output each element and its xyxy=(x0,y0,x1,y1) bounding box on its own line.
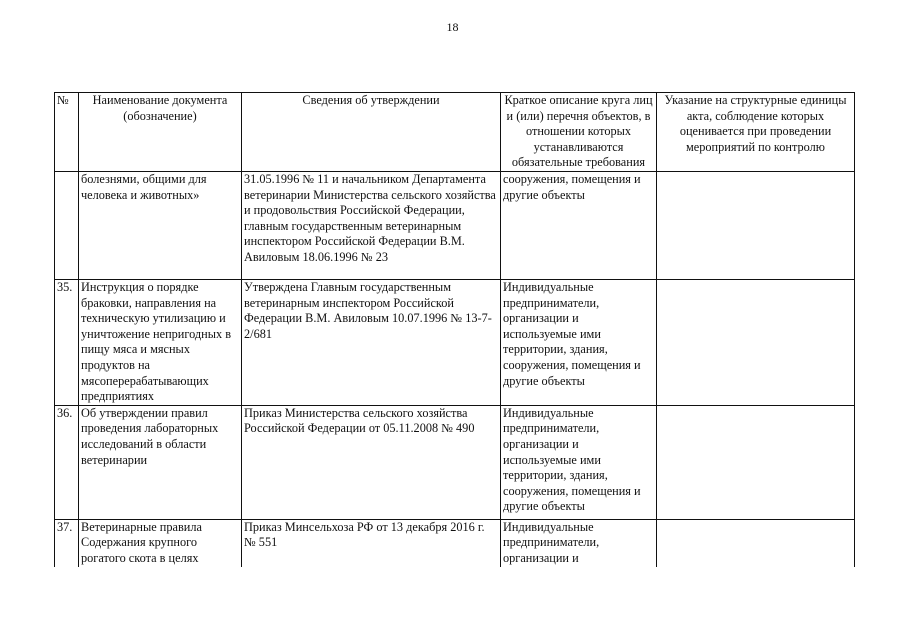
header-number: № xyxy=(55,93,79,172)
subjects-cell: Индивидуальные предприниматели, организации и используемые ими территории, здания, сооружения, помещения и другие объекты xyxy=(501,405,657,519)
row-number: 36. xyxy=(55,405,79,519)
table-header-row xyxy=(55,93,855,172)
structural-units-cell xyxy=(657,405,855,519)
table-row xyxy=(55,279,855,405)
approval-cell: Приказ Министерства сельского хозяйства Российской Федерации от 05.11.2008 № 490 xyxy=(242,405,501,519)
document-name-cell: Инструкция о порядке браковки, направления на техническую утилизацию и уничтожение непригодных в пищу мяса и мясных продуктов на мясоперерабатывающих предприятиях xyxy=(79,279,242,405)
subjects-cell: Индивидуальные предприниматели, организации и xyxy=(501,519,657,566)
document-name-cell: Об утверждении правил проведения лабораторных исследований в области ветеринарии xyxy=(79,405,242,519)
header-structural-units: Указание на структурные единицы акта, соблюдение которых оценивается при проведении мероприятий по контролю xyxy=(657,93,855,172)
table-row xyxy=(55,171,855,279)
page-number: 18 xyxy=(446,20,459,34)
structural-units-cell xyxy=(657,279,855,405)
row-number: 37. xyxy=(55,519,79,566)
approval-cell: Утверждена Главным государственным ветеринарным инспектором Российской Федерации В.М. Авиловым 10.07.1996 № 13-7-2/681 xyxy=(242,279,501,405)
approval-cell: Приказ Минсельхоза РФ от 13 декабря 2016 г. № 551 xyxy=(242,519,501,566)
row-number xyxy=(55,171,79,279)
header-subjects: Краткое описание круга лиц и (или) перечня объектов, в отношении которых устанавливаются обязательные требования xyxy=(501,93,657,172)
row-number: 35. xyxy=(55,279,79,405)
document-name-cell: Ветеринарные правила Содержания крупного рогатого скота в целях xyxy=(79,519,242,566)
structural-units-cell xyxy=(657,519,855,566)
subjects-cell: сооружения, помещения и другие объекты xyxy=(501,171,657,279)
structural-units-cell xyxy=(657,171,855,279)
document-name-cell: болезнями, общими для человека и животных» xyxy=(79,171,242,279)
table-row xyxy=(55,519,855,566)
requirements-table xyxy=(54,92,855,567)
approval-cell: 31.05.1996 № 11 и начальником Департамента ветеринарии Министерства сельского хозяйства и продовольствия Российской Федерации, главным государственным ветеринарным инспектором Российской Федерации В.М. Авиловым 18.06.1996 № 23 xyxy=(242,171,501,279)
table-row xyxy=(55,405,855,519)
header-document-name: Наименование документа (обозначение) xyxy=(79,93,242,172)
header-approval-info: Сведения об утверждении xyxy=(242,93,501,172)
subjects-cell: Индивидуальные предприниматели, организации и используемые ими территории, здания, сооружения, помещения и другие объекты xyxy=(501,279,657,405)
